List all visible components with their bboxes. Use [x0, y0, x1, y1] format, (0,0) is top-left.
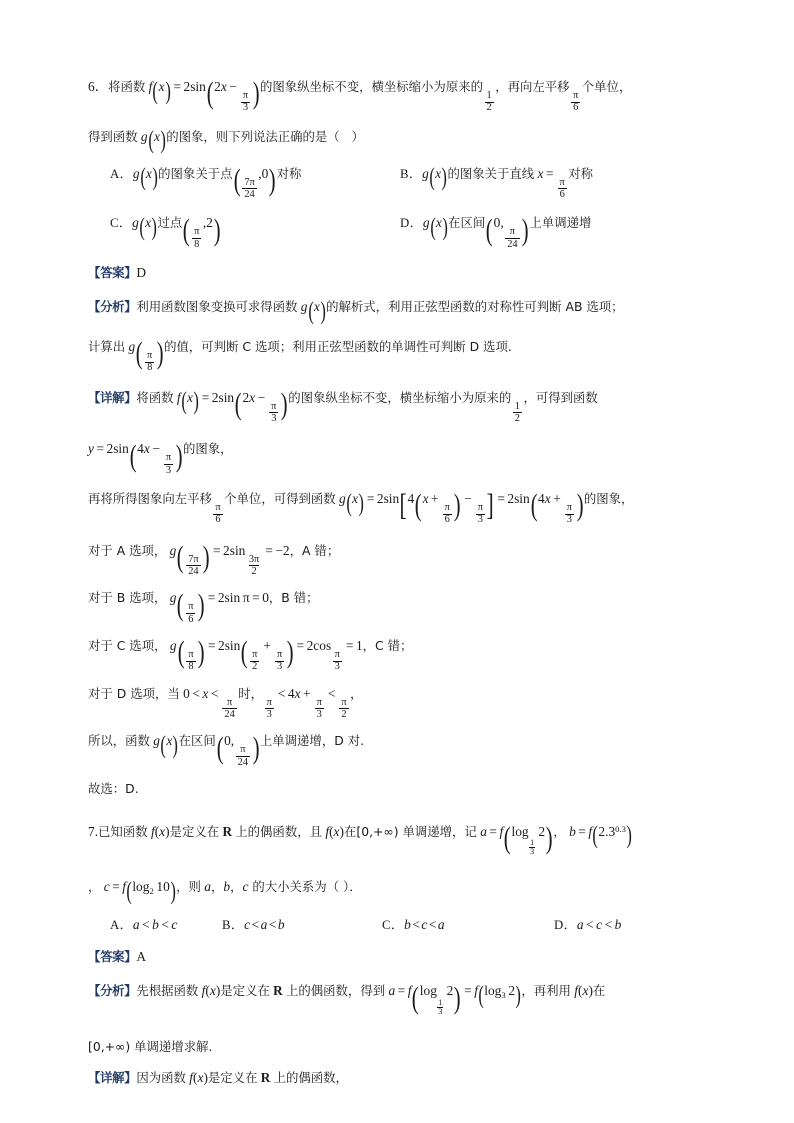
q6-detail-l2-post: 的图象， — [182, 441, 233, 457]
q7-analysis-d: ，再利用 — [521, 983, 571, 999]
q6-analysis-line-1: 【分析】利用函数图象变换可求得函数 g(x)的解析式，利用正弦型函数的对称性可判断 AB 选项； — [88, 297, 624, 325]
q6-number: 6． — [88, 79, 109, 94]
q7-stem-a: 已知函数 — [98, 823, 148, 839]
q6-case-A: 对于 A 选项， g( $\frac{7\pi}{24}$ ) = 2sin $\frac{3\pi}{2}$ = −2，A 错； — [88, 539, 340, 577]
q6-analysis-text-a: 利用函数图象变换可求得函数 — [136, 299, 298, 315]
q7-analysis-a: 先根据函数 — [136, 983, 199, 999]
q7-option-C-label: C． — [382, 918, 405, 933]
q7-stem-comma: ， — [553, 823, 566, 839]
q6-analysis-tag: 【分析】 — [88, 299, 137, 315]
q6-detail-l1-a: 将函数 — [136, 389, 174, 405]
q6-analysis-line2-a: 计算出 — [88, 339, 126, 355]
q6-option-D-pre: 在区间 — [448, 215, 486, 231]
q6-case-D-pre: 对于 D 选项，当 — [88, 685, 180, 701]
q6-option-B-label: B． — [400, 166, 423, 181]
q6-stem-text-a: 将函数 — [108, 79, 146, 94]
q6-option-C-pre: 过点 — [157, 215, 183, 231]
q6-option-A-pre: 的图象关于点 — [158, 165, 233, 181]
q6-analysis-line2-b: 的值，可判断 C 选项；利用正弦型函数的单调性可判断 D 选项. — [164, 339, 512, 355]
q7-answer-tag: 【答案】 — [88, 949, 137, 965]
q7-analysis-line-1: 【分析】先根据函数 f(x)是定义在 R 上的偶函数，得到 a = f(log $\frac{1}{3}$ $2) = f(\log_3$ 2)，再利用 f(x)在 — [88, 979, 606, 1016]
q6-case-B-value: 0 — [262, 590, 269, 606]
q7-stem-b: 是定义在 — [169, 823, 220, 839]
q7-stem-line-1: 7.已知函数 f(x)是定义在 R 上的偶函数，且 f(x)在[0,+∞) 单调递增，记 a = f(log $\frac{1}{3}$ 2)， $b = f(2.3^{0.3})$ — [88, 820, 632, 857]
q6-case-B-pre: 对于 B 选项， — [88, 590, 167, 606]
q6-stem-line-1: 6．将函数 f(x) = 2sin(2x − $\frac{\pi}{3}$ )的图象纵坐标不变，横坐标缩小为原来的 $\frac{1}{2}$ ，再向左平移 $\frac{\pi}{6}$ 个单位， — [88, 75, 632, 114]
q6-analysis-text-b: 的解析式，利用正弦型函数的对称性可判断 AB 选项； — [326, 299, 624, 315]
q7-analysis-e: 在 — [592, 983, 606, 999]
q6-stem-line-2: 得到函数 g(x)的图象，则下列说法正确的是（ ） — [88, 127, 364, 155]
q6-detail-line-1: 【详解】将函数 f(x) = 2sin(2x − $\frac{\pi}{3}$ )的图象纵坐标不变，横坐标缩小为原来的 $\frac{1}{2}$ ，可得到函数 — [88, 386, 598, 424]
q6-answer — [88, 264, 712, 281]
q6-case-B-post: ，B 错； — [268, 590, 319, 606]
q7-detail-tag: 【详解】 — [88, 1069, 137, 1085]
q7-options-row — [88, 916, 712, 934]
q6-answer-value: D — [136, 265, 147, 281]
q6-options-row-1 — [88, 162, 712, 201]
q6-option-B-pre: 的图象关于直线 — [447, 165, 535, 181]
q6-option-A-post: 对称 — [276, 165, 302, 181]
q6-detail-line-2: y = 2sin(4x − $\frac{\pi}{3}$ )的图象， — [88, 437, 233, 476]
q6-case-C-post: ，C 错； — [362, 638, 413, 654]
q6-option-D[interactable]: D．g(x)在区间(0, $\frac{\pi}{24}$ )上单调递增 — [400, 211, 592, 250]
q7-detail-a: 因为函数 — [136, 1069, 186, 1085]
q6-case-D: 对于 D 选项，当 0 < x < $\frac{\pi}{24}$ 时， $\frac{\pi}{3}$ < 4x + $\frac{\pi}{3}$ < $\frac{\pi}{2}$ ， — [88, 685, 363, 720]
q7-detail-c: 上的偶函数， — [273, 1069, 348, 1085]
q7-option-A-label: A． — [110, 918, 133, 933]
q7-option-C[interactable]: C．b < c < a — [382, 917, 445, 933]
q6-stem-text-d: 个单位， — [581, 79, 632, 94]
q7-stem-line-2: ， $c = f(\log_2$ 10)，则 a，b，c 的大小关系为（ ）． — [88, 877, 362, 905]
q6-case-A-post: ，A 错； — [289, 542, 340, 558]
q6-detail-l3-c: 的图象， — [583, 491, 634, 507]
q7-option-B-label: B． — [222, 918, 245, 933]
q6-option-B-post: 对称 — [568, 165, 594, 181]
q6-detail — [88, 386, 712, 476]
q6-detail-tag: 【详解】 — [88, 389, 137, 405]
q7-option-B[interactable]: B．c < a < b — [222, 917, 285, 933]
q7-option-A[interactable]: A．a < b < c — [110, 917, 178, 933]
q6-option-C-label: C． — [110, 216, 133, 231]
q6-option-A[interactable]: A．g(x)的图象关于点( $\frac{7\pi}{24}$ ,0)对称 — [110, 162, 302, 200]
q6-case-A-value: −2 — [275, 542, 290, 558]
q6-concl-b: 在区间 — [178, 733, 216, 749]
q6-case-B: 对于 B 选项， g( $\frac{\pi}{6}$ ) = 2sin π = 0，B 错； — [88, 586, 319, 625]
q6-stem-line2-c: ） — [351, 128, 364, 144]
q7-stem-line2-b: ，则 — [176, 879, 201, 895]
q6-option-D-label: D． — [400, 216, 423, 231]
q6-detail-l3-b: 个单位，可得到函数 — [224, 491, 336, 507]
q7-answer-value: A — [136, 949, 147, 965]
q7-analysis-b: 是定义在 — [220, 983, 270, 999]
q6-option-C[interactable]: C．g(x)过点( $\frac{\pi}{8}$ ,2) — [110, 211, 221, 250]
q6-case-C-pre: 对于 C 选项， — [88, 638, 167, 654]
q6-detail-l3-a: 再将所得图象向左平移 — [88, 491, 212, 507]
page-content — [88, 75, 712, 1086]
q7-option-D[interactable]: D．a < c < b — [554, 917, 622, 933]
q6-detail-line-3: 再将所得图象向左平移 $\frac{\pi}{6}$ 个单位，可得到函数 g(x) = 2sin[4(x + $\frac{\pi}{6}$ ) − $\frac{\pi}{3}$ ] = 2sin(4x + $\frac{\pi}{3}$ )的图象， — [88, 487, 634, 526]
q6-analysis-line-2: 计算出 g( $\frac{\pi}{8}$ )的值，可判断 C 选项；利用正弦型函数的单调性可判断 D 选项. — [88, 335, 512, 374]
q6-case-D-end: ， — [350, 685, 363, 701]
q7-detail-b: 是定义在 — [207, 1069, 258, 1085]
q6-stem-line2-b: 的图象，则下列说法正确的是（ — [166, 128, 340, 144]
q6-detail-l1-b: 的图象纵坐标不变，横坐标缩小为原来的 — [288, 389, 512, 405]
q7-answer — [88, 948, 712, 965]
q6-case-C: 对于 C 选项， g( $\frac{\pi}{8}$ ) = 2sin( $\frac{\pi}{2}$ + $\frac{\pi}{3}$ ) = 2cos $\frac{\pi}{3}$ = 1，C 错； — [88, 634, 413, 673]
question-7-stem — [88, 820, 712, 905]
q7-analysis-line2: [0,+∞) 单调递增求解. — [88, 1038, 213, 1054]
q6-option-B[interactable]: B．g(x)的图象关于直线 x = $\frac{\pi}{6}$ 对称 — [400, 164, 594, 200]
q7-stem-line2-a: ， — [88, 879, 101, 895]
question-6-stem — [88, 75, 712, 155]
q6-final-text: 故选：D. — [88, 781, 139, 797]
q6-concl-c: 上单调递增，D 对. — [259, 733, 365, 749]
q7-detail-line-1: 【详解】因为函数 f(x)是定义在 R 上的偶函数， — [88, 1069, 348, 1085]
q7-analysis — [88, 979, 712, 1055]
q6-stem-text-c: ，再向左平移 — [495, 79, 570, 94]
q7-option-D-label: D． — [554, 918, 577, 933]
q6-stem-text-b: 的图象纵坐标不变，横坐标缩小为原来的 — [259, 79, 483, 94]
q7-number: 7. — [88, 823, 99, 839]
q6-analysis — [88, 298, 712, 374]
q6-answer-tag: 【答案】 — [88, 265, 137, 281]
q6-case-A-pre: 对于 A 选项， — [88, 542, 167, 558]
q6-options-row-2 — [88, 211, 712, 250]
q6-conclusion: 所以，函数 g(x)在区间(0, $\frac{\pi}{24}$ )上单调递增，D 对. — [88, 729, 365, 768]
q6-final-answer — [88, 780, 712, 797]
q6-stem-line2-a: 得到函数 — [88, 128, 138, 144]
q7-stem-d: 在[0,+∞) 单调递增，记 — [343, 823, 477, 839]
q6-case-C-value: 1 — [355, 638, 363, 654]
q7-analysis-c: 上的偶函数，得到 — [285, 983, 386, 999]
q7-stem-line2-c: 的大小关系为（ ）． — [252, 879, 362, 895]
q6-case-D-mid: 时， — [238, 685, 264, 701]
q7-stem-c: 上的偶函数，且 — [235, 823, 322, 839]
q6-option-A-label: A． — [110, 166, 133, 181]
q7-analysis-tag: 【分析】 — [88, 983, 137, 999]
q6-detail-l1-c: ，可得到函数 — [523, 389, 598, 405]
q7-analysis-line-2 — [88, 1038, 712, 1055]
q6-option-D-post: 上单调递增 — [529, 215, 592, 231]
q6-concl-a: 所以，函数 — [88, 733, 150, 749]
